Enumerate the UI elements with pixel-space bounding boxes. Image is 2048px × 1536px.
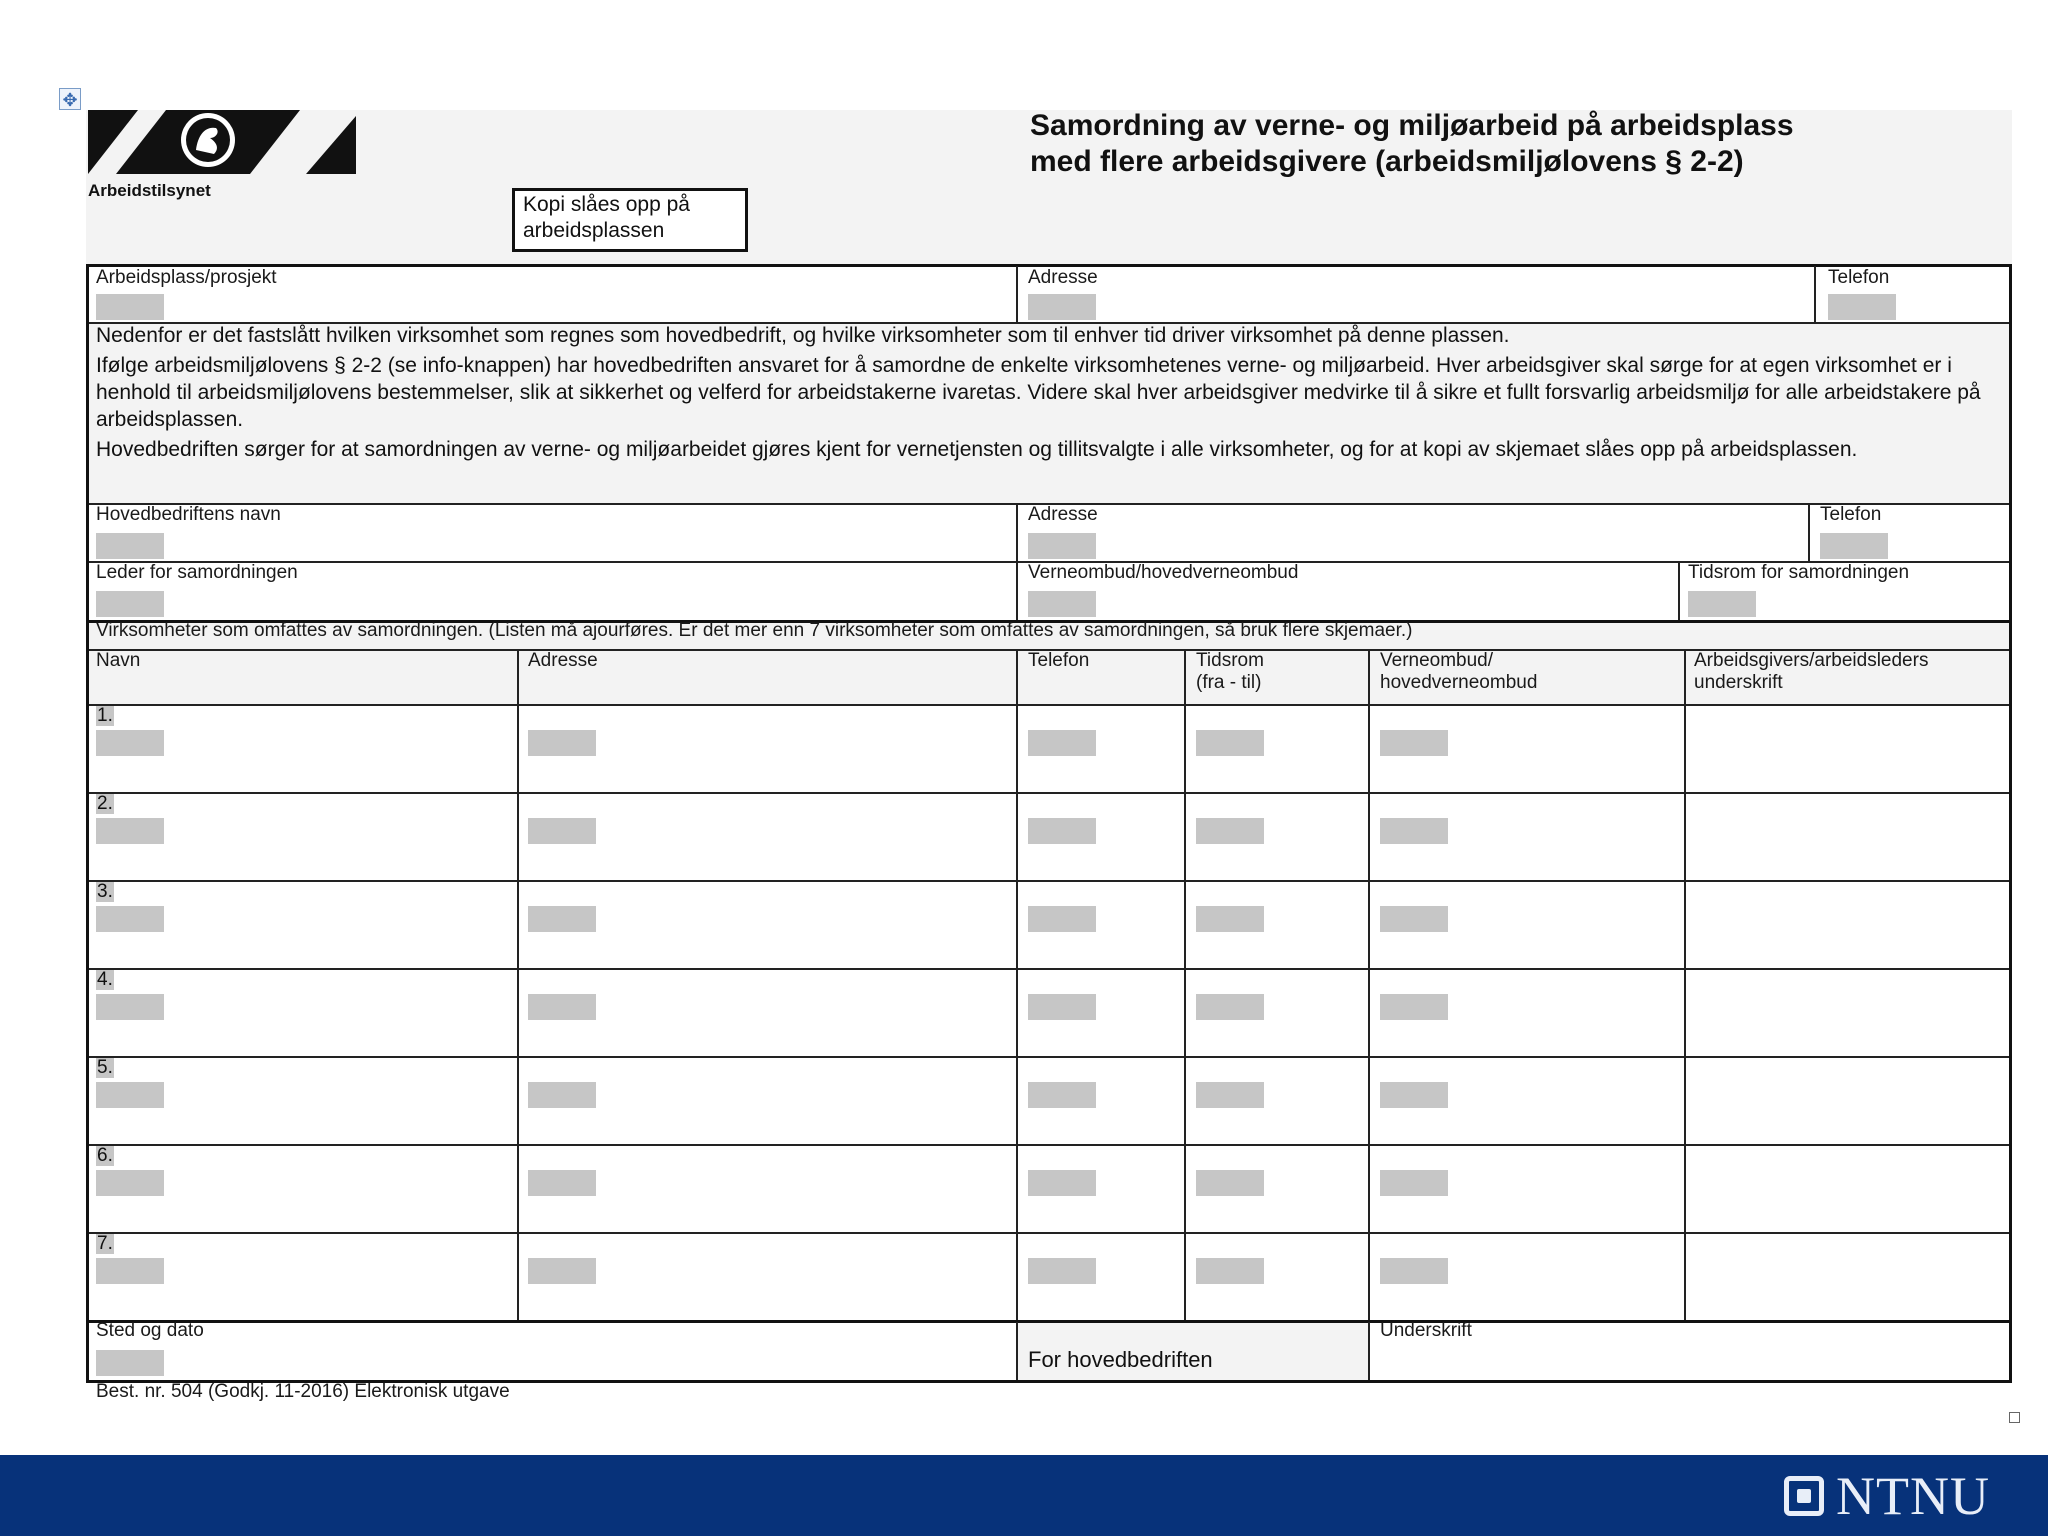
row-divider	[86, 880, 2012, 882]
telefon-field[interactable]	[1828, 294, 1896, 320]
ntnu-mark-icon	[1784, 1476, 1824, 1516]
info-paragraph: Nedenfor er det fastslått hvilken virksomhet som regnes som hovedbedrift, og hvilke virksomheter som til enhver tid driver virksomhet på denne plassen.	[96, 324, 1510, 347]
col-underskrift	[1694, 650, 1928, 694]
adresse-label: Adresse	[1028, 504, 1098, 525]
col-verneombud-line1: Verneombud/	[1380, 650, 1494, 671]
border-right	[2009, 264, 2012, 1383]
telefon-field[interactable]	[1028, 906, 1096, 932]
verneombud-field[interactable]	[1380, 906, 1448, 932]
verneombud-field[interactable]	[1380, 818, 1448, 844]
navn-field[interactable]	[96, 818, 164, 844]
row-number: 5.	[97, 1057, 113, 1078]
signature-cell[interactable]	[1688, 796, 2006, 878]
adresse-field[interactable]	[1028, 533, 1096, 559]
hovedbedrift-field[interactable]	[96, 533, 164, 559]
navn-field[interactable]	[96, 906, 164, 932]
telefon-field[interactable]	[1028, 730, 1096, 756]
form-number: Best. nr. 504 (Godkj. 11-2016) Elektronisk utgave	[96, 1381, 510, 1402]
column-divider	[1368, 650, 1370, 1322]
row-divider	[86, 792, 2012, 794]
signature-cell[interactable]	[1688, 708, 2006, 790]
row-divider	[86, 1056, 2012, 1058]
col-adresse: Adresse	[528, 650, 598, 671]
org-name: Arbeidstilsynet	[88, 181, 211, 200]
column-divider	[1684, 650, 1686, 1322]
tidsrom-field[interactable]	[1196, 730, 1264, 756]
col-underskrift-line2: underskrift	[1694, 672, 1783, 693]
column-divider	[1184, 650, 1186, 1322]
signature-cell[interactable]	[1688, 1060, 2006, 1142]
signature-cell[interactable]	[1688, 972, 2006, 1054]
leder-field[interactable]	[96, 591, 164, 617]
adresse-field[interactable]	[528, 1258, 596, 1284]
column-divider	[517, 650, 519, 1322]
divider	[1678, 562, 1680, 620]
tidsrom-field[interactable]	[1688, 591, 1756, 617]
verneombud-field[interactable]	[1380, 1258, 1448, 1284]
col-tidsrom-line1: Tidsrom	[1196, 650, 1264, 671]
divider	[1808, 504, 1810, 562]
resize-handle-icon[interactable]	[2009, 1412, 2020, 1423]
info-paragraph: Hovedbedriften sørger for at samordningen av verne- og miljøarbeidet gjøres kjent for vernetjensten og tillitsvalgte i alle virksomheter, og for at kopi av skjemaet slåes opp på arbeidsplassen.	[96, 438, 1858, 461]
adresse-field[interactable]	[528, 818, 596, 844]
telefon-label: Telefon	[1820, 504, 1882, 525]
ntnu-brand: NTNU	[1836, 1466, 1990, 1526]
telefon-field[interactable]	[1820, 533, 1888, 559]
verneombud-label: Verneombud/hovedverneombud	[1028, 562, 1299, 583]
telefon-field[interactable]	[1028, 1258, 1096, 1284]
table-caption: Virksomheter som omfattes av samordningen. (Listen må ajourføres. Er det mer enn 7 virksomheter som omfattes av samordningen, så bruk flere skjemaer.)	[96, 620, 1413, 641]
ntnu-logo	[1784, 1466, 1990, 1526]
sted-label: Sted og dato	[96, 1320, 204, 1341]
tidsrom-field[interactable]	[1196, 1170, 1264, 1196]
row-number: 7.	[97, 1233, 113, 1254]
adresse-field[interactable]	[528, 730, 596, 756]
footer-bar	[0, 1455, 2048, 1536]
row-divider	[86, 1232, 2012, 1234]
adresse-field[interactable]	[528, 1082, 596, 1108]
col-verneombud-line2: hovedverneombud	[1380, 672, 1538, 693]
adresse-field[interactable]	[528, 994, 596, 1020]
telefon-field[interactable]	[1028, 1082, 1096, 1108]
sted-field[interactable]	[96, 1350, 164, 1376]
telefon-field[interactable]	[1028, 1170, 1096, 1196]
telefon-field[interactable]	[1028, 818, 1096, 844]
divider	[1368, 1322, 1370, 1382]
verneombud-field[interactable]	[1380, 1082, 1448, 1108]
adresse-field[interactable]	[1028, 294, 1096, 320]
col-underskrift-line1: Arbeidsgivers/arbeidsleders	[1694, 650, 1929, 671]
tidsrom-field[interactable]	[1196, 906, 1264, 932]
hovedbedrift-label: Hovedbedriftens navn	[96, 504, 281, 525]
divider	[86, 704, 2012, 706]
tidsrom-label: Tidsrom for samordningen	[1688, 562, 1910, 583]
form-title-line2: med flere arbeidsgivere (arbeidsmiljølovens § 2-2)	[1030, 145, 1744, 178]
telefon-field[interactable]	[1028, 994, 1096, 1020]
verneombud-field[interactable]	[1380, 1170, 1448, 1196]
arbeidsplass-field[interactable]	[96, 294, 164, 320]
adresse-field[interactable]	[528, 1170, 596, 1196]
form-title	[1030, 108, 1794, 180]
col-verneombud	[1380, 650, 1537, 694]
row-number: 6.	[97, 1145, 113, 1166]
divider	[1016, 266, 1018, 322]
col-navn: Navn	[96, 650, 141, 671]
info-paragraph: Ifølge arbeidsmiljølovens § 2-2 (se info-knappen) har hovedbedriften ansvaret for å samordne de enkelte virksomhetenes verne- og miljøarbeid. Hver arbeidsgiver skal sørge for at egen virksomhet er i henhold til arbeidsmiljølovens bestemmelser, slik at sikkerhet og velferd for arbeidstakerne ivaretas. Videre skal hver arbeidsgiver medvirke til å sikre et fullt forsvarlig arbeidsmiljø for alle arbeidstakere på arbeidsplassen.	[96, 354, 1981, 431]
tidsrom-field[interactable]	[1196, 1082, 1264, 1108]
border-left	[86, 264, 89, 1383]
kopi-note-box: Kopi slåes opp på arbeidsplassen	[512, 188, 748, 252]
leder-label: Leder for samordningen	[96, 562, 298, 583]
row-number: 2.	[97, 793, 113, 814]
navn-field[interactable]	[96, 1170, 164, 1196]
signature-cell[interactable]	[1688, 1236, 2006, 1318]
col-tidsrom	[1196, 650, 1264, 694]
navn-field[interactable]	[96, 994, 164, 1020]
row-number: 4.	[97, 969, 113, 990]
signature-cell[interactable]	[1688, 1148, 2006, 1230]
adresse-field[interactable]	[528, 906, 596, 932]
col-tidsrom-line2: (fra - til)	[1196, 672, 1262, 693]
info-text	[96, 322, 1996, 466]
navn-field[interactable]	[96, 1082, 164, 1108]
divider	[1814, 266, 1816, 322]
tidsrom-field[interactable]	[1196, 994, 1264, 1020]
row-number: 3.	[97, 881, 113, 902]
telefon-label: Telefon	[1828, 267, 1890, 288]
signature-cell[interactable]	[1688, 884, 2006, 966]
divider	[1016, 1322, 1018, 1382]
for-hoved-label: For hovedbedriften	[1028, 1347, 1213, 1372]
col-telefon: Telefon	[1028, 650, 1090, 671]
verneombud-field[interactable]	[1028, 591, 1096, 617]
navn-field[interactable]	[96, 1258, 164, 1284]
tidsrom-field[interactable]	[1196, 818, 1264, 844]
row-divider	[86, 968, 2012, 970]
row-divider	[86, 1144, 2012, 1146]
verneombud-field[interactable]	[1380, 730, 1448, 756]
adresse-label: Adresse	[1028, 267, 1098, 288]
form-title-line1: Samordning av verne- og miljøarbeid på arbeidsplass	[1030, 109, 1794, 142]
underskrift-label: Underskrift	[1380, 1320, 1472, 1341]
verneombud-field[interactable]	[1380, 994, 1448, 1020]
row-number: 1.	[97, 705, 113, 726]
tidsrom-field[interactable]	[1196, 1258, 1264, 1284]
arbeidsplass-label: Arbeidsplass/prosjekt	[96, 267, 277, 288]
column-divider	[1016, 650, 1018, 1322]
table-move-handle-icon[interactable]: ✥	[59, 88, 81, 110]
navn-field[interactable]	[96, 730, 164, 756]
